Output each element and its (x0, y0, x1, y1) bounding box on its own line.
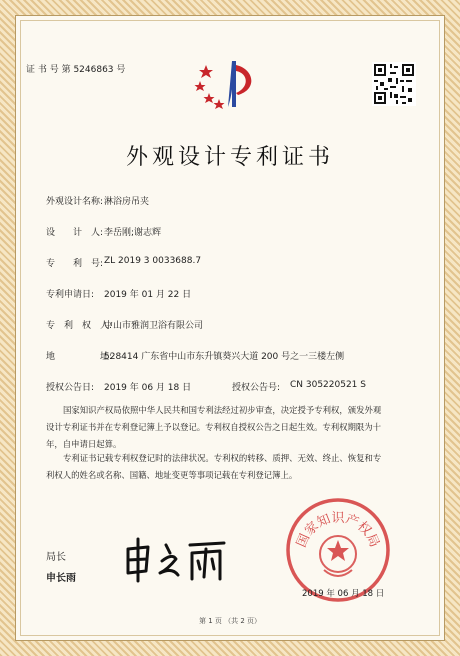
paragraph-line: 专利证书记载专利权登记时的法律状况。专利权的转移、质押、无效、终止、恢复和专 (63, 453, 382, 463)
field-label-designer: 设 计 人: (46, 228, 104, 238)
legal-paragraph-2 (46, 433, 426, 484)
page-title: 外观设计专利证书 (125, 145, 334, 170)
paragraph-line: 设计专利证书并在专利登记簿上予以登记。专利权自授权公告之日起生效。专利权期限为十 (46, 422, 381, 432)
field-label-patentee: 专 利 权 人: (46, 321, 113, 331)
grant-number-label: 授权公告号: (232, 383, 281, 393)
svg-text:国家知识产权局: 国家知识产权局 (294, 511, 382, 550)
seal-date: 2019 年 06 月 18 日 (302, 589, 385, 599)
grant-date-label: 授权公告日: (46, 383, 95, 393)
qr-code-icon (372, 62, 416, 106)
field-value-design-name: 淋浴房吊夹 (104, 197, 150, 207)
field-value-patentee: 中山市雅润卫浴有限公司 (104, 321, 204, 331)
page-footer: 第 1 页 （共 2 页） (198, 617, 262, 625)
paragraph-line: 年，自申请日起算。 (46, 439, 122, 449)
field-value-application-date: 2019 年 01 月 22 日 (104, 290, 192, 300)
field-value-patent-number: ZL 2019 3 0033688.7 (104, 256, 202, 266)
certificate-number: 证 书 号 第 5246863 号 (26, 65, 126, 75)
field-label-design-name: 外观设计名称: (46, 197, 104, 207)
grant-number-value: CN 305220521 S (290, 380, 366, 390)
field-label-address: 地 址: (46, 352, 113, 362)
field-label-patent-number: 专 利 号: (46, 259, 104, 269)
paragraph-line: 利权人的姓名或名称、国籍、地址变更等事项记载在专利登记簿上。 (46, 470, 298, 480)
field-value-address: 528414 广东省中山市东升镇葵兴大道 200 号之一三楼左侧 (104, 352, 345, 362)
cnipa-logo-icon (192, 55, 270, 113)
signatory-role: 局长 (46, 552, 66, 563)
grant-date-value: 2019 年 06 月 18 日 (104, 383, 192, 393)
paragraph-line: 国家知识产权局依照中华人民共和国专利法经过初步审查，决定授予专利权，颁发外观 (63, 405, 382, 415)
handwritten-signature-icon (120, 535, 232, 585)
field-value-designer: 李岳刚;谢志辉 (104, 228, 162, 238)
field-label-application-date: 专利申请日: (46, 290, 95, 300)
signatory-name: 申长雨 (46, 573, 76, 584)
